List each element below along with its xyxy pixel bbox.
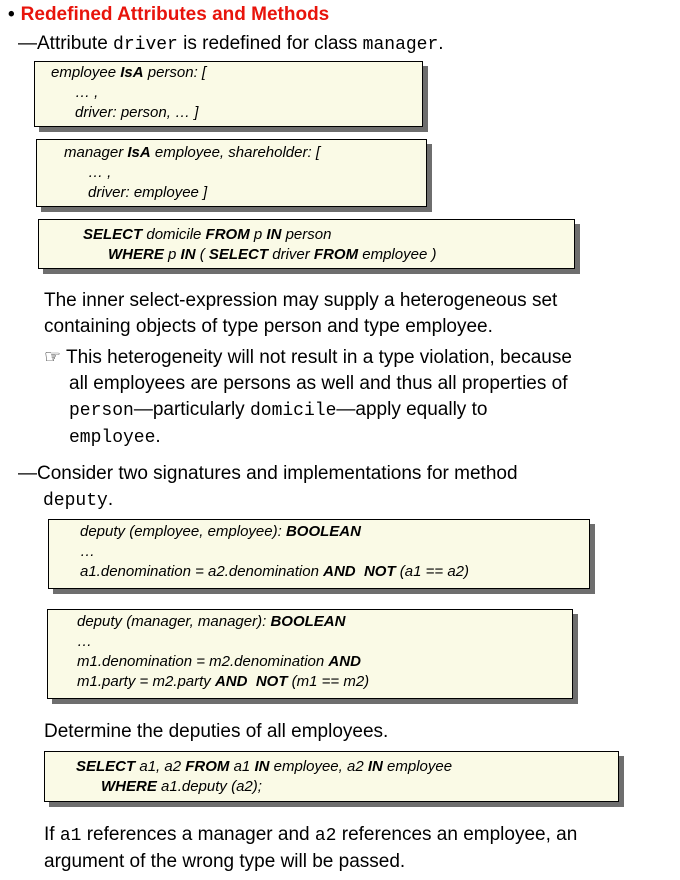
dash: —	[18, 33, 37, 54]
paragraph-determine-deputies: Determine the deputies of all employees.	[44, 721, 389, 742]
code-line	[76, 777, 618, 797]
text: person	[281, 226, 332, 243]
code-line	[80, 522, 589, 542]
item-driver-redefined	[18, 31, 444, 58]
keyword: FROM	[313, 246, 359, 263]
code-line	[83, 225, 574, 245]
text: employee, a2	[269, 758, 368, 775]
keyword: IN	[180, 246, 196, 263]
dash: —	[18, 463, 37, 484]
code-line: …	[80, 543, 95, 560]
text-line	[18, 461, 518, 487]
keyword: IN	[254, 758, 270, 775]
code-line	[51, 63, 422, 83]
text-line	[44, 397, 572, 424]
code-box-deputy-employee	[48, 519, 590, 589]
text: employee	[51, 64, 121, 81]
text: p	[249, 226, 267, 243]
code-line	[77, 672, 572, 692]
keyword: SELECT	[76, 758, 136, 775]
keyword: IN	[266, 226, 282, 243]
text: Consider two signatures and implementations for method	[37, 463, 518, 484]
text: (	[195, 246, 209, 263]
text: references a manager and	[81, 824, 315, 845]
text: —apply equally to	[336, 399, 488, 420]
text: m1.denomination = m2.denomination	[77, 653, 329, 670]
paragraph-heterogeneous-set	[44, 288, 557, 340]
text-line	[44, 424, 572, 451]
keyword: SELECT	[208, 246, 269, 263]
text: employee	[382, 758, 453, 775]
code-line	[64, 143, 426, 163]
keyword: WHERE	[108, 246, 164, 263]
keyword: SELECT	[83, 226, 143, 243]
code-driver: driver	[113, 35, 178, 55]
item-deputy-signatures	[18, 461, 518, 514]
text-line: argument of the wrong type will be passed.	[44, 851, 406, 872]
code-box-deputy-manager	[47, 609, 573, 699]
text-line: The inner select-expression may supply a heterogeneous set	[44, 290, 558, 311]
code-line	[76, 757, 618, 777]
keyword: FROM	[205, 226, 250, 243]
note-type-violation	[44, 345, 572, 451]
text: (a1 == a2)	[395, 563, 470, 580]
keyword: WHERE	[101, 778, 157, 795]
code-box-manager	[36, 139, 427, 207]
text: m1.party = m2.party	[77, 673, 215, 690]
text: If	[44, 824, 60, 845]
keyword-isa: IsA	[127, 144, 151, 161]
text: manager	[64, 144, 128, 161]
code-domicile: domicile	[249, 401, 337, 421]
text: (m1 == m2)	[287, 673, 370, 690]
pointing-hand-icon: ☞	[44, 347, 62, 368]
code-line: … ,	[75, 84, 99, 101]
text: driver	[268, 246, 314, 263]
text: deputy (employee, employee):	[80, 523, 286, 540]
code-person: person	[69, 401, 134, 421]
code-box-select-domicile	[38, 219, 575, 269]
code-line: driver: employee ]	[88, 184, 208, 201]
text-line: containing objects of type person and type employee.	[44, 316, 493, 337]
code-line: …	[77, 633, 92, 650]
text-line	[44, 822, 577, 849]
keyword: NOT	[255, 673, 288, 690]
code-employee: employee	[69, 428, 156, 448]
text: .	[107, 489, 114, 510]
text: .	[438, 33, 444, 54]
code-a1: a1	[59, 826, 82, 846]
text: a1.deputy (a2);	[156, 778, 262, 795]
text: p	[163, 246, 181, 263]
code-line	[83, 245, 574, 265]
text: .	[155, 426, 161, 447]
keyword: BOOLEAN	[270, 613, 346, 630]
text-line: all employees are persons as well and thus all properties of	[69, 373, 568, 394]
text: Attribute	[37, 33, 114, 54]
text: This heterogeneity will not result in a type violation, because	[66, 347, 572, 368]
code-box-select-deputies	[44, 751, 619, 802]
text: is redefined for class	[177, 33, 363, 54]
code-a2: a2	[314, 826, 337, 846]
section-title-text: Redefined Attributes and Methods	[20, 4, 330, 25]
code-line: … ,	[88, 164, 112, 181]
bullet: •	[8, 4, 15, 25]
text: —particularly	[133, 399, 250, 420]
keyword: FROM	[185, 758, 230, 775]
text: a1, a2	[135, 758, 186, 775]
keyword: AND	[323, 563, 356, 580]
text: domicile	[142, 226, 206, 243]
keyword: IN	[367, 758, 383, 775]
code-line: driver: person, … ]	[75, 104, 199, 121]
text: references an employee, an	[336, 824, 578, 845]
text-line	[44, 345, 572, 371]
keyword: AND	[328, 653, 361, 670]
keyword: AND	[214, 673, 248, 690]
code-line	[77, 652, 572, 672]
code-line	[80, 562, 589, 582]
keyword: BOOLEAN	[285, 523, 361, 540]
text-line	[18, 487, 518, 514]
text: employee, shareholder: [	[150, 144, 320, 161]
text: a1.denomination = a2.denomination	[80, 563, 324, 580]
paragraph-wrong-type	[44, 822, 577, 875]
code-deputy: deputy	[43, 491, 108, 511]
keyword: NOT	[363, 563, 396, 580]
text: person: [	[143, 64, 207, 81]
section-title	[8, 4, 329, 26]
text: a1	[229, 758, 255, 775]
code-line	[77, 612, 572, 632]
code-manager: manager	[362, 35, 439, 55]
text: employee )	[358, 246, 437, 263]
keyword-isa: IsA	[120, 64, 144, 81]
text: deputy (manager, manager):	[77, 613, 271, 630]
code-box-employee	[34, 61, 423, 127]
